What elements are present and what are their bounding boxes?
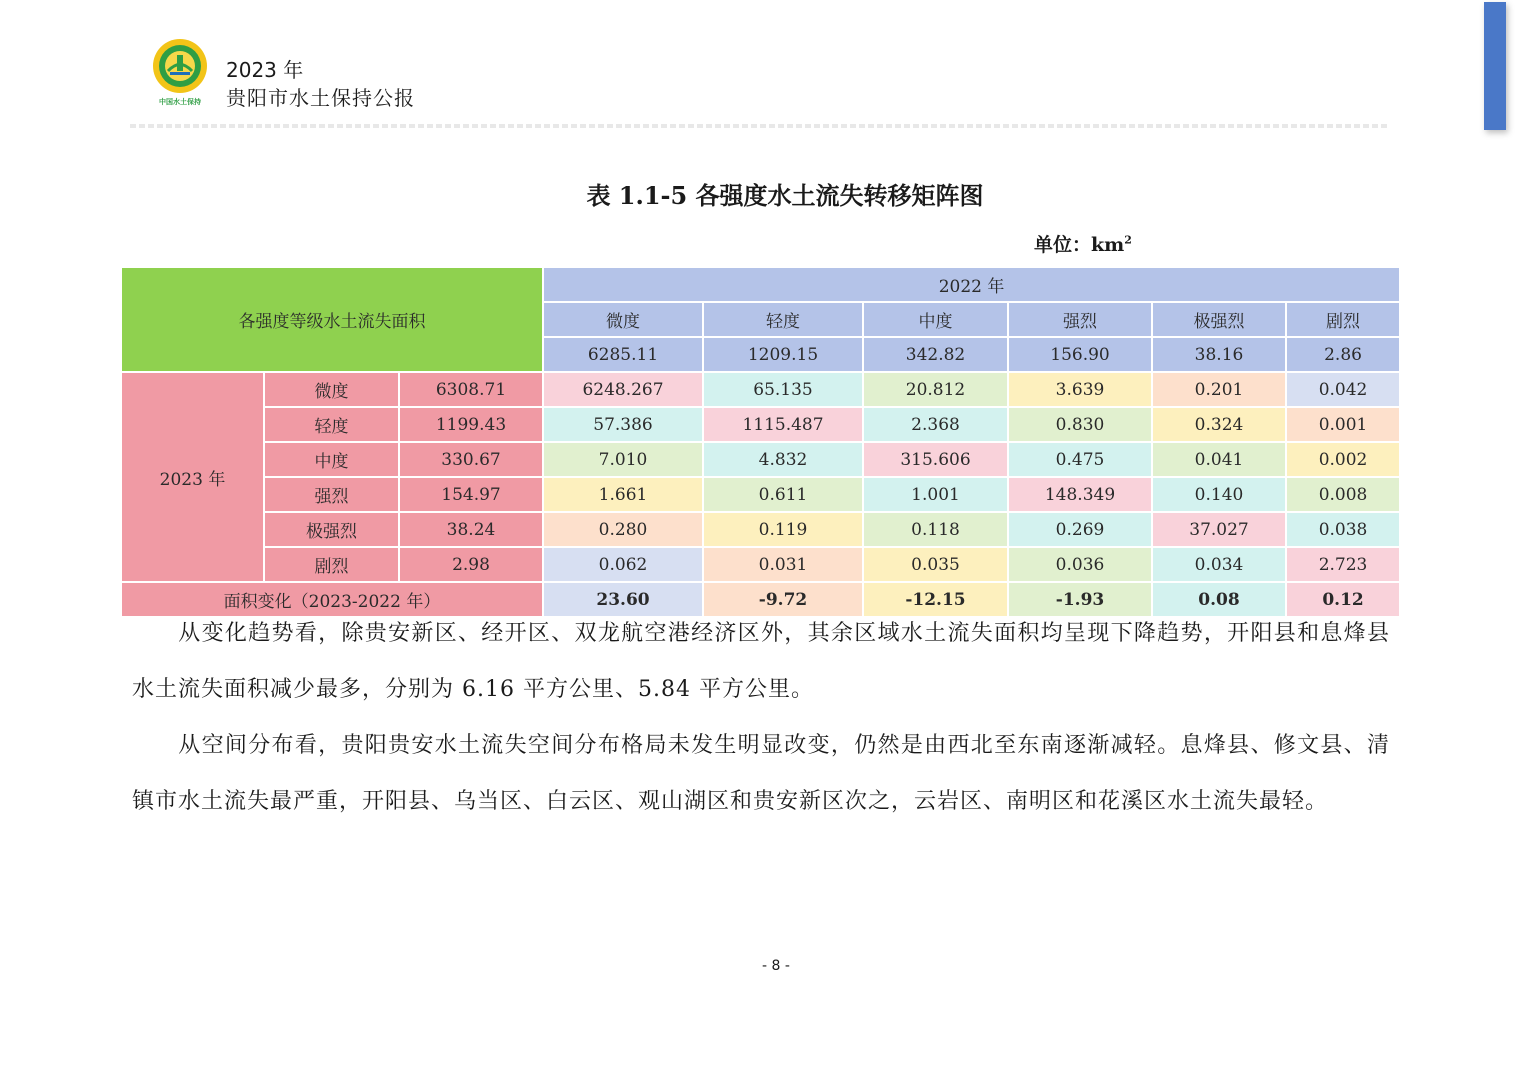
matrix-cell: 0.269 <box>1008 512 1152 547</box>
matrix-cell: 7.010 <box>543 442 703 477</box>
side-bookmark-tab <box>1484 2 1506 130</box>
page-number: - 8 - <box>762 958 790 974</box>
matrix-cell: 1115.487 <box>703 407 863 442</box>
matrix-cell: 2.723 <box>1286 547 1400 582</box>
change-value: 0.12 <box>1286 582 1400 617</box>
matrix-cell: 37.027 <box>1152 512 1286 547</box>
matrix-cell: 57.386 <box>543 407 703 442</box>
col-header: 微度 <box>543 302 703 337</box>
matrix-cell: 6248.267 <box>543 372 703 407</box>
row-year-label: 2023 年 <box>121 372 264 582</box>
row-label: 微度 <box>264 372 399 407</box>
table-row <box>121 372 1400 407</box>
col-total: 2.86 <box>1286 337 1400 372</box>
row-total: 154.97 <box>399 477 543 512</box>
row-total: 1199.43 <box>399 407 543 442</box>
row-label: 极强烈 <box>264 512 399 547</box>
row-label: 中度 <box>264 442 399 477</box>
logo-icon <box>150 38 210 108</box>
matrix-cell: 0.118 <box>863 512 1008 547</box>
svg-text:中国水土保持: 中国水土保持 <box>159 98 201 106</box>
header-year: 2023 年 <box>226 58 304 82</box>
paragraph-trend: 从变化趋势看，除贵安新区、经开区、双龙航空港经济区外，其余区域水土流失面积均呈现下降趋势，开阳县和息烽县水土流失面积减少最多，分别为 6.16 平方公里、5.84 平方公里。 <box>132 621 1390 702</box>
matrix-cell: 148.349 <box>1008 477 1152 512</box>
table-row <box>121 442 1400 477</box>
table-row <box>121 407 1400 442</box>
unit-label: 单位：$km^2$ <box>1034 233 1132 256</box>
matrix-cell: 0.035 <box>863 547 1008 582</box>
col-total: 1209.15 <box>703 337 863 372</box>
matrix-cell: 65.135 <box>703 372 863 407</box>
change-label: 面积变化（2023-2022 年） <box>121 582 543 617</box>
col-header: 极强烈 <box>1152 302 1286 337</box>
matrix-cell: 0.830 <box>1008 407 1152 442</box>
matrix-cell: 0.201 <box>1152 372 1286 407</box>
matrix-cell: 0.324 <box>1152 407 1286 442</box>
header-title: 贵阳市水土保持公报 <box>226 86 415 110</box>
matrix-cell: 0.062 <box>543 547 703 582</box>
table-row <box>121 547 1400 582</box>
matrix-cell: 0.119 <box>703 512 863 547</box>
col-total: 6285.11 <box>543 337 703 372</box>
matrix-cell: 0.042 <box>1286 372 1400 407</box>
col-total: 342.82 <box>863 337 1008 372</box>
col-header: 轻度 <box>703 302 863 337</box>
matrix-cell: 3.639 <box>1008 372 1152 407</box>
table-row <box>121 477 1400 512</box>
col-header: 强烈 <box>1008 302 1152 337</box>
change-value: 0.08 <box>1152 582 1286 617</box>
matrix-cell: 0.031 <box>703 547 863 582</box>
matrix-cell: 20.812 <box>863 372 1008 407</box>
col-year-label: 2022 年 <box>543 267 1400 302</box>
matrix-cell: 0.001 <box>1286 407 1400 442</box>
row-total: 2.98 <box>399 547 543 582</box>
matrix-cell: 0.041 <box>1152 442 1286 477</box>
row-total: 330.67 <box>399 442 543 477</box>
matrix-cell: 0.475 <box>1008 442 1152 477</box>
col-total: 156.90 <box>1008 337 1152 372</box>
matrix-cell: 1.661 <box>543 477 703 512</box>
matrix-cell: 315.606 <box>863 442 1008 477</box>
matrix-cell: 0.034 <box>1152 547 1286 582</box>
col-total: 38.16 <box>1152 337 1286 372</box>
matrix-cell: 2.368 <box>863 407 1008 442</box>
change-value: 23.60 <box>543 582 703 617</box>
matrix-cell: 0.280 <box>543 512 703 547</box>
corner-label: 各强度等级水土流失面积 <box>121 267 543 372</box>
matrix-cell: 1.001 <box>863 477 1008 512</box>
header-divider <box>130 124 1390 128</box>
change-value: -12.15 <box>863 582 1008 617</box>
matrix-cell: 0.008 <box>1286 477 1400 512</box>
matrix-cell: 0.140 <box>1152 477 1286 512</box>
change-value: -9.72 <box>703 582 863 617</box>
matrix-cell: 0.036 <box>1008 547 1152 582</box>
row-total: 38.24 <box>399 512 543 547</box>
row-total: 6308.71 <box>399 372 543 407</box>
col-header: 中度 <box>863 302 1008 337</box>
col-header: 剧烈 <box>1286 302 1400 337</box>
transfer-matrix-table <box>120 266 1401 618</box>
paragraph-distribution: 从空间分布看，贵阳贵安水土流失空间分布格局未发生明显改变，仍然是由西北至东南逐渐减轻。息烽县、修文县、清镇市水土流失最严重，开阳县、乌当区、白云区、观山湖区和贵安新区次之，云岩区、南明区和花溪区水土流失最轻。 <box>132 733 1390 814</box>
matrix-cell: 0.611 <box>703 477 863 512</box>
matrix-cell: 0.002 <box>1286 442 1400 477</box>
table-row <box>121 512 1400 547</box>
row-label: 剧烈 <box>264 547 399 582</box>
change-value: -1.93 <box>1008 582 1152 617</box>
row-label: 强烈 <box>264 477 399 512</box>
matrix-cell: 4.832 <box>703 442 863 477</box>
matrix-cell: 0.038 <box>1286 512 1400 547</box>
table-title: 表 1.1-5 各强度水土流失转移矩阵图 <box>586 181 984 210</box>
row-label: 轻度 <box>264 407 399 442</box>
